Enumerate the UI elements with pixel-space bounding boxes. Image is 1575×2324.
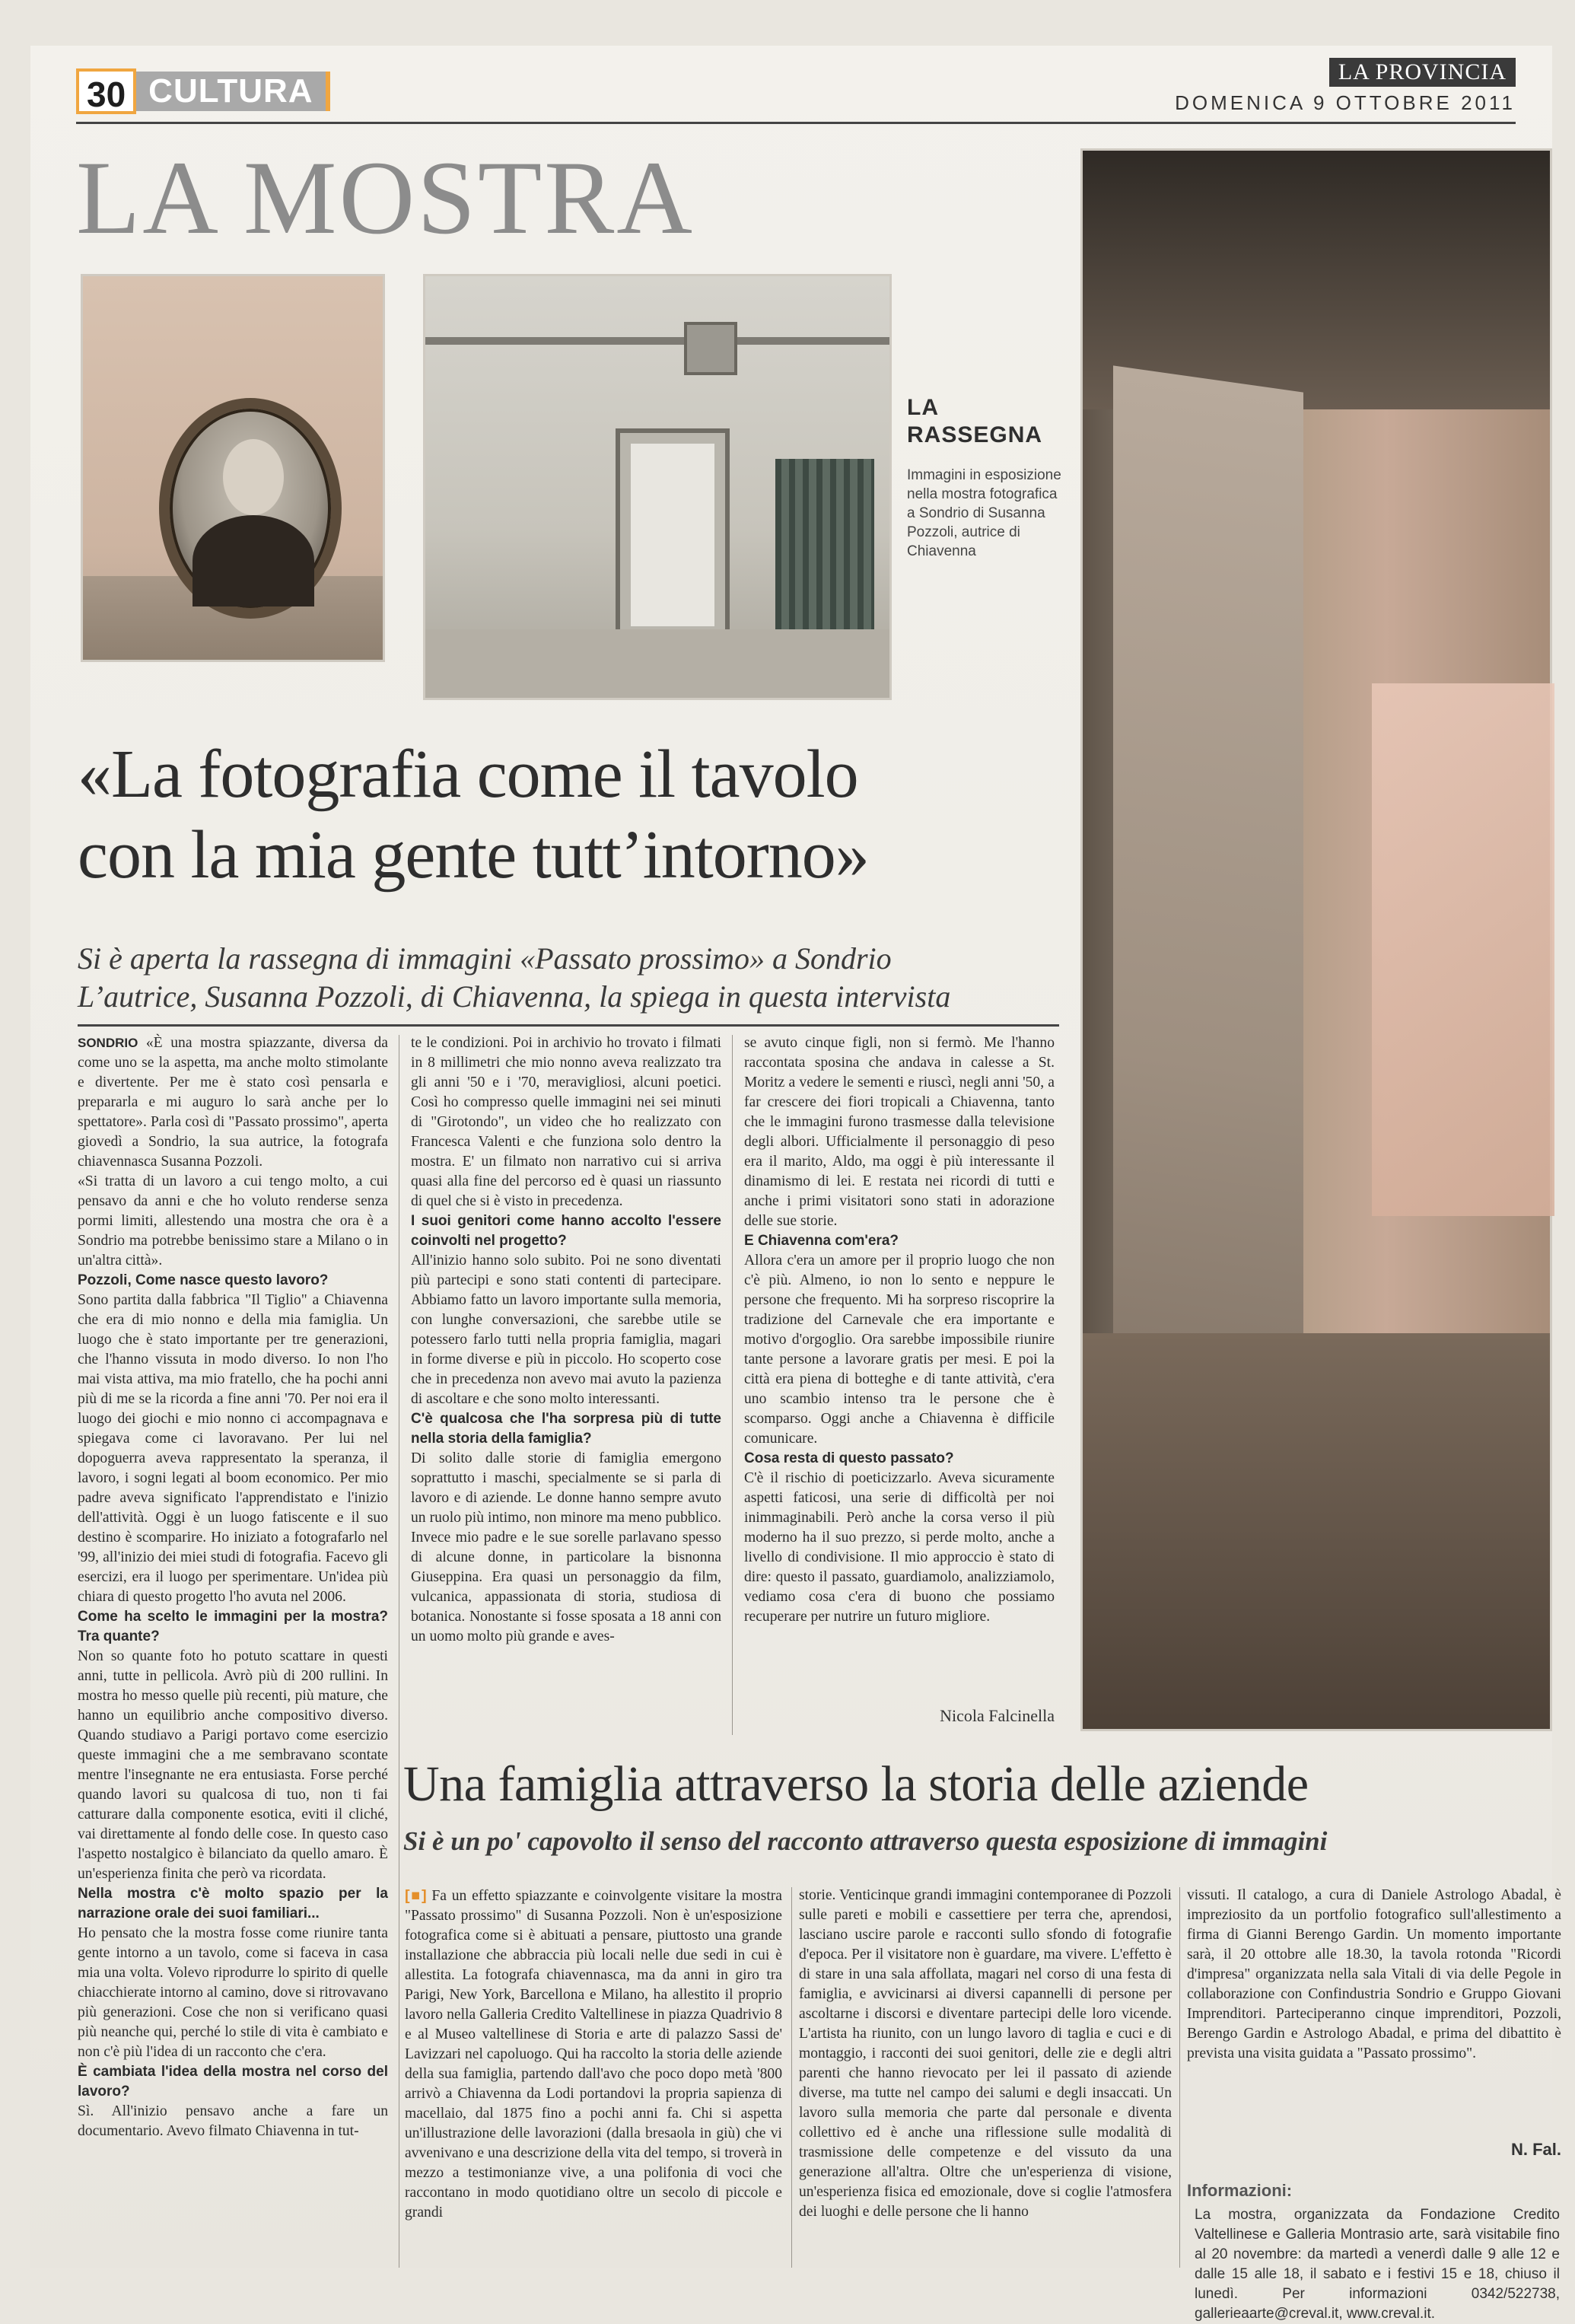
paragraph: Sì. All'inizio pensavo anche a fare un documentario. Avevo filmato Chiavenna in tut- bbox=[78, 2103, 388, 2139]
section-marker-icon: [■] bbox=[405, 1887, 427, 1904]
paragraph: «Si tratta di un lavoro a cui tengo molto, a cui pensavo da anni e che ho voluto renderse senza pormi limiti, allestendo una mostra che ora è a Sondrio ma potrebbe benissimo stare a Milano o in un'altra città». bbox=[78, 1173, 388, 1269]
interview-question: Come ha scelto le immagini per la mostra? Tra quante? bbox=[78, 1609, 388, 1644]
article-subhead: Si è aperta la rassegna di immagini «Passato prossimo» a Sondrio L’autrice, Susanna Pozzoli, di Chiavenna, la spiega in questa intervista bbox=[78, 941, 951, 1014]
paragraph: Sono partita dalla fabbrica "Il Tiglio" a Chiavenna che era di mio nonno e della mia famiglia. Un luogo che è stato importante per tre generazioni, che l'hanno vissuta in modo diverso. Io non l'ho mai vista attiva, ma mio fratello, che ha pochi anni più di me se la ricorda a fine anni '70. Per noi era il luogo dei giochi e mio nonno ci accompagnava e spiegava come ci lavoravano. Per lui nel dopoguerra aveva rappresentato la speranza, il lavoro, i sogni legati al boom economico. Per mio padre aveva significato l'apprendistato e l'inizio dell'attività. Oggi è un luogo fatiscente e il suo destino è scomparire. Ho iniziato a fotografarlo nel '99, all'inizio dei miei studi di fotografia. Facevo gli esercizi, era il luogo per sperimentare. Un'idea più chiara di questo progetto l'ho avuta nel 2006. bbox=[78, 1292, 388, 1605]
interview-question: E Chiavenna com'era? bbox=[744, 1233, 899, 1249]
paragraph: Di solito dalle storie di famiglia emergono soprattutto i maschi, specialmente se si parla di lavoro e di aziende. Le donne hanno sempre avuto un ruolo più intimo, non minore ma meno pubblico. Invece mio padre e le sue sorelle parlavano spesso di alcune donne, in particolare la bisnonna Giuseppina. Era quasi un personaggio da film, vulcanica, appassionata di storia, studiosa di botanica. Nonostante si fosse sposata a 18 anni con un uomo molto più grande e aves- bbox=[411, 1450, 721, 1644]
paragraph: Non so quante foto ho potuto scattare in questi anni, tutte in pellicola. Avrò più di 200 rullini. In mostra ho messo quelle più recenti, più mature, che hanno un equilibrio anche compositivo diverso. Quando studiavo a Parigi portavo come esercizio queste immagini che a me sembravano scontate mentre l'insegnante ne era entusiasta. Forse perché quando lavori su qualcosa di tuo, non ti fai catturare dalla componente esotica, eviti il cliché, vai direttamente al fondo delle cose. In questo caso l'aspetto nostalgico è bilanciato da quello amaro. È un'esperienza finita che però va ricordata. bbox=[78, 1648, 388, 1882]
paragraph: te le condizioni. Poi in archivio ho trovato i filmati in 8 millimetri che mio nonno aveva realizzato tra gli anni '50 e i '70, meravigliosi, alcuni poetici. Così ho compresso quelle immagini nei sei minuti di "Girotondo", un video che ho realizzato con Francesca Valenti e che funziona solo dentro la mostra. E' un filmato non narrativo cui si arriva quasi alla fine del percorso ed è quasi un riassunto di quel che si è visto in precedenza. bbox=[411, 1035, 721, 1209]
interview-question: Nella mostra c'è molto spazio per la narrazione orale dei suoi familiari... bbox=[78, 1886, 388, 1921]
masthead bbox=[1175, 58, 1516, 115]
kicker-title: LA MOSTRA bbox=[76, 139, 695, 256]
article-column-1 bbox=[78, 1033, 388, 2268]
photo-corridor bbox=[423, 274, 892, 700]
article-column-3 bbox=[744, 1033, 1055, 1688]
paragraph: C'è il rischio di poeticizzarlo. Aveva sicuramente aspetti faticosi, una serie di difficoltà per noi inimmaginabili. Però anche la corsa verso il più moderno ha il suo prezzo, si perde molto, anche a livello di condivisione. Il mio approccio è stato di dire: questo il passato, guardiamolo, analizziamolo, vediamo cosa c'era di buono che possiamo recuperare per nutrire un futuro migliore. bbox=[744, 1470, 1055, 1625]
subhead-rule bbox=[78, 1024, 1059, 1027]
second-article-subhead: Si è un po' capovolto il senso del racconto attraverso questa esposizione di immagini bbox=[403, 1826, 1328, 1856]
paragraph: All'inizio hanno solo subito. Poi ne sono diventati più partecipi e sono stati contenti di partecipare. Abbiamo fatto un lavoro importante sulla memoria, con lunghe conversazioni, che sarebbe utile se potessero farlo tutti nella propria famiglia, magari in forme diverse e più in piccolo. Ho scoperto cose che in precedenza non avevo mai avuto la pazienza di ascoltare e che sono molto interessanti. bbox=[411, 1253, 721, 1407]
section-tag bbox=[76, 68, 330, 114]
issue-date: DOMENICA 9 OTTOBRE 2011 bbox=[1175, 91, 1516, 114]
header-rule bbox=[76, 122, 1516, 124]
byline: Nicola Falcinella bbox=[940, 1706, 1055, 1725]
photo-portrait-frame bbox=[81, 274, 385, 662]
article-column-2 bbox=[411, 1033, 721, 1733]
interview-question: Cosa resta di questo passato? bbox=[744, 1450, 954, 1466]
info-title: Informazioni: bbox=[1187, 2181, 1293, 2200]
interview-question: È cambiata l'idea della mostra nel corso del lavoro? bbox=[78, 2064, 388, 2100]
info-text: La mostra, organizzata da Fondazione Credito Valtellinese e Galleria Montrasio arte, sarà visitabile fino al 20 novembre: da martedì a venerdì dalle 9 alle 12 e dalle 15 alle 18, il sabato e i festivi 15 e 18, chiuso il lunedì. Per informazioni 0342/522738, gallerieaarte@creval.it, www.creval.it. bbox=[1195, 2207, 1560, 2322]
section-label: CULTURA bbox=[136, 72, 329, 111]
column-rule bbox=[732, 1035, 733, 1735]
sidebar-title: LA RASSEGNA bbox=[907, 395, 1043, 447]
second-article-column-3: vissuti. Il catalogo, a cura di Daniele Astrologo Abadal, è impreziosito da un portfolio fotografico sull'allestimento a firma di Gianni Berengo Gardin. Un momento importante sarà, il 20 ottobre alle 18.30, la tavola rotonda "Ricordi d'impresa" organizzata nella sala Vitali di via delle Pegole in collaborazione con Confindustria Sondrio e Gruppo Giovani Imprenditori. Parteciperanno cinque imprenditori, Pozzoli, Berengo Gardin e Astrologo Abadal, e prima del dibattito è prevista una visita guidata a "Passato prossimo". bbox=[1187, 1887, 1561, 2061]
interview-question: C'è qualcosa che l'ha sorpresa più di tutte nella storia della famiglia? bbox=[411, 1411, 721, 1447]
paragraph: Allora c'era un amore per il proprio luogo che non c'è più. Almeno, io non lo sento e neppure le persone che frequento. Mi ha sorpreso riscoprire la tradizione del Carnevale che era importante e motivo d'orgoglio. Ora sarebbe impossibile riunire tante persone a lavorare gratis per mesi. E poi la città era piena di botteghe e di tante attività, c'era uno scambio intenso tra le persone che è scomparso. Oggi anche a Chiavenna è difficile comunicare. bbox=[744, 1253, 1055, 1447]
signoff: N. Fal. bbox=[1510, 2140, 1561, 2159]
paragraph: Ho pensato che la mostra fosse come riunire tanta gente intorno a un tavolo, come si faceva in casa mia una volta. Volevo riprodurre lo spirito di quelle chiacchierate intorno al camino, dove si ritrovavano più generazioni. Cose che non si verificano quasi più neanche qui, perché lo stile di vita è cambiato e non c'è più l'idea di un racconto che c'era. bbox=[78, 1925, 388, 2060]
column-rule bbox=[791, 1887, 792, 2268]
dateline: SONDRIO bbox=[78, 1036, 146, 1050]
newspaper-name: LA PROVINCIA bbox=[1329, 58, 1516, 87]
second-article-headline: Una famiglia attraverso la storia delle aziende bbox=[403, 1756, 1309, 1812]
interview-question: I suoi genitori come hanno accolto l'essere coinvolti nel progetto? bbox=[411, 1213, 721, 1249]
photo-factory-hall bbox=[1080, 148, 1552, 1731]
page-number: 30 bbox=[76, 68, 136, 114]
second-article-column-2: storie. Venticinque grandi immagini contemporanee di Pozzoli sulle pareti e mobili e cassettiere per terra che, aprendosi, lasciano uscire parole e racconti sullo sfondo di fotografie d'epoca. Per il visitatore non è guardare, ma vivere. L'effetto è di stare in una sala affollata, magari nel corso di una festa di famiglia, e avvicinarsi ai diversi capannelli di persone per ascoltarne i discorsi e diventare partecipi delle loro vicende. L'artista ha riunito, con un lungo lavoro di taglia e cuci e di montaggio, i racconti dei suoi genitori, delle zie e degli altri parenti che hanno rievocato per lei il passato di aziende diverse, ma tutte nel campo dei salumi e degli insaccati. Un lavoro sulla memoria che parte dal personale e diventa collettivo ed è anche una riflessione sulle modalità di trasmissione delle competenze e del vissuto da una generazione all'altra. Oltre che un'esperienza di visione, un'esperienza fisica ed emozionale, dove si coglie l'atmosfera dei luoghi e delle persone che li hanno bbox=[799, 1887, 1172, 2220]
paragraph: se avuto cinque figli, non si fermò. Me l'hanno raccontata sposina che andava in calesse a St. Moritz a vedere le sementi e riuscì, negli anni '50, a far crescere dei fiori tropicali a Chiavenna, tanto che le immagini furono trasmesse dalla televisione degli albori. Ufficialmente il personaggio di peso era il marito, Aldo, ma oggi è più interessante il dinamismo di lei. E restata nei ricordi di tutti e anche i primi visitatori sono stati in adorazione delle sue storie. bbox=[744, 1035, 1055, 1229]
interview-question: Pozzoli, Come nasce questo lavoro? bbox=[78, 1272, 329, 1288]
newspaper-page bbox=[30, 46, 1561, 2322]
paragraph: SONDRIO «È una mostra spiazzante, diversa da come uno se la aspetta, ma anche molto stimolante e divertente. Per me è stato così pensarla e prepararla e mi auguro lo sarà anche per lo spettatore». Parla così di "Passato prossimo", aperta giovedì a Sondrio, la sua autrice, la fotografa chiavennasca Susanna Pozzoli. bbox=[78, 1035, 388, 1170]
column-rule bbox=[1179, 1887, 1180, 2268]
sidebar-caption: Immagini in esposizione nella mostra fotografica a Sondrio di Susanna Pozzoli, autrice di Chiavenna bbox=[907, 467, 1061, 559]
article-headline: «La fotografia come il tavolo con la mia gente tutt’intorno» bbox=[78, 737, 869, 893]
second-article-column-1: [■] Fa un effetto spiazzante e coinvolgente visitare la mostra "Passato prossimo" di Susanna Pozzoli. Non è un'esposizione fotografica come si è abituati a pensare, piuttosto una grande installazione che abbraccia più locali nelle due sedi in cui è allestita. La fotografa chiavennasca, ma da anni in giro tra Parigi, New York, Barcellona e Milano, ha allestito il proprio lavoro nella Galleria Credito Valtellinese in piazza Quadrivio 8 e al Museo valtellinese di Storia e arte di palazzo Sassi de' Lavizzari nel capoluogo. Qui ha raccolto la storia delle aziende della sua famiglia, partendo dall'avo che poco dopo metà '800 arrivò a Chiavenna da Lodi portandovi la propria sapienza di macellaio, dal 1875 fino a pochi anni fa. Chi si aspetta un'illustrazione delle lavorazioni (dalla bresaola in giù) che vi avvenivano e una descrizione della vita del tempo, si troverà in mezzo a testimonianze vive, a una polifonia di voci che raccontano in modo quotidiano oltre un secolo di piccole e grandi bbox=[405, 1887, 783, 2221]
